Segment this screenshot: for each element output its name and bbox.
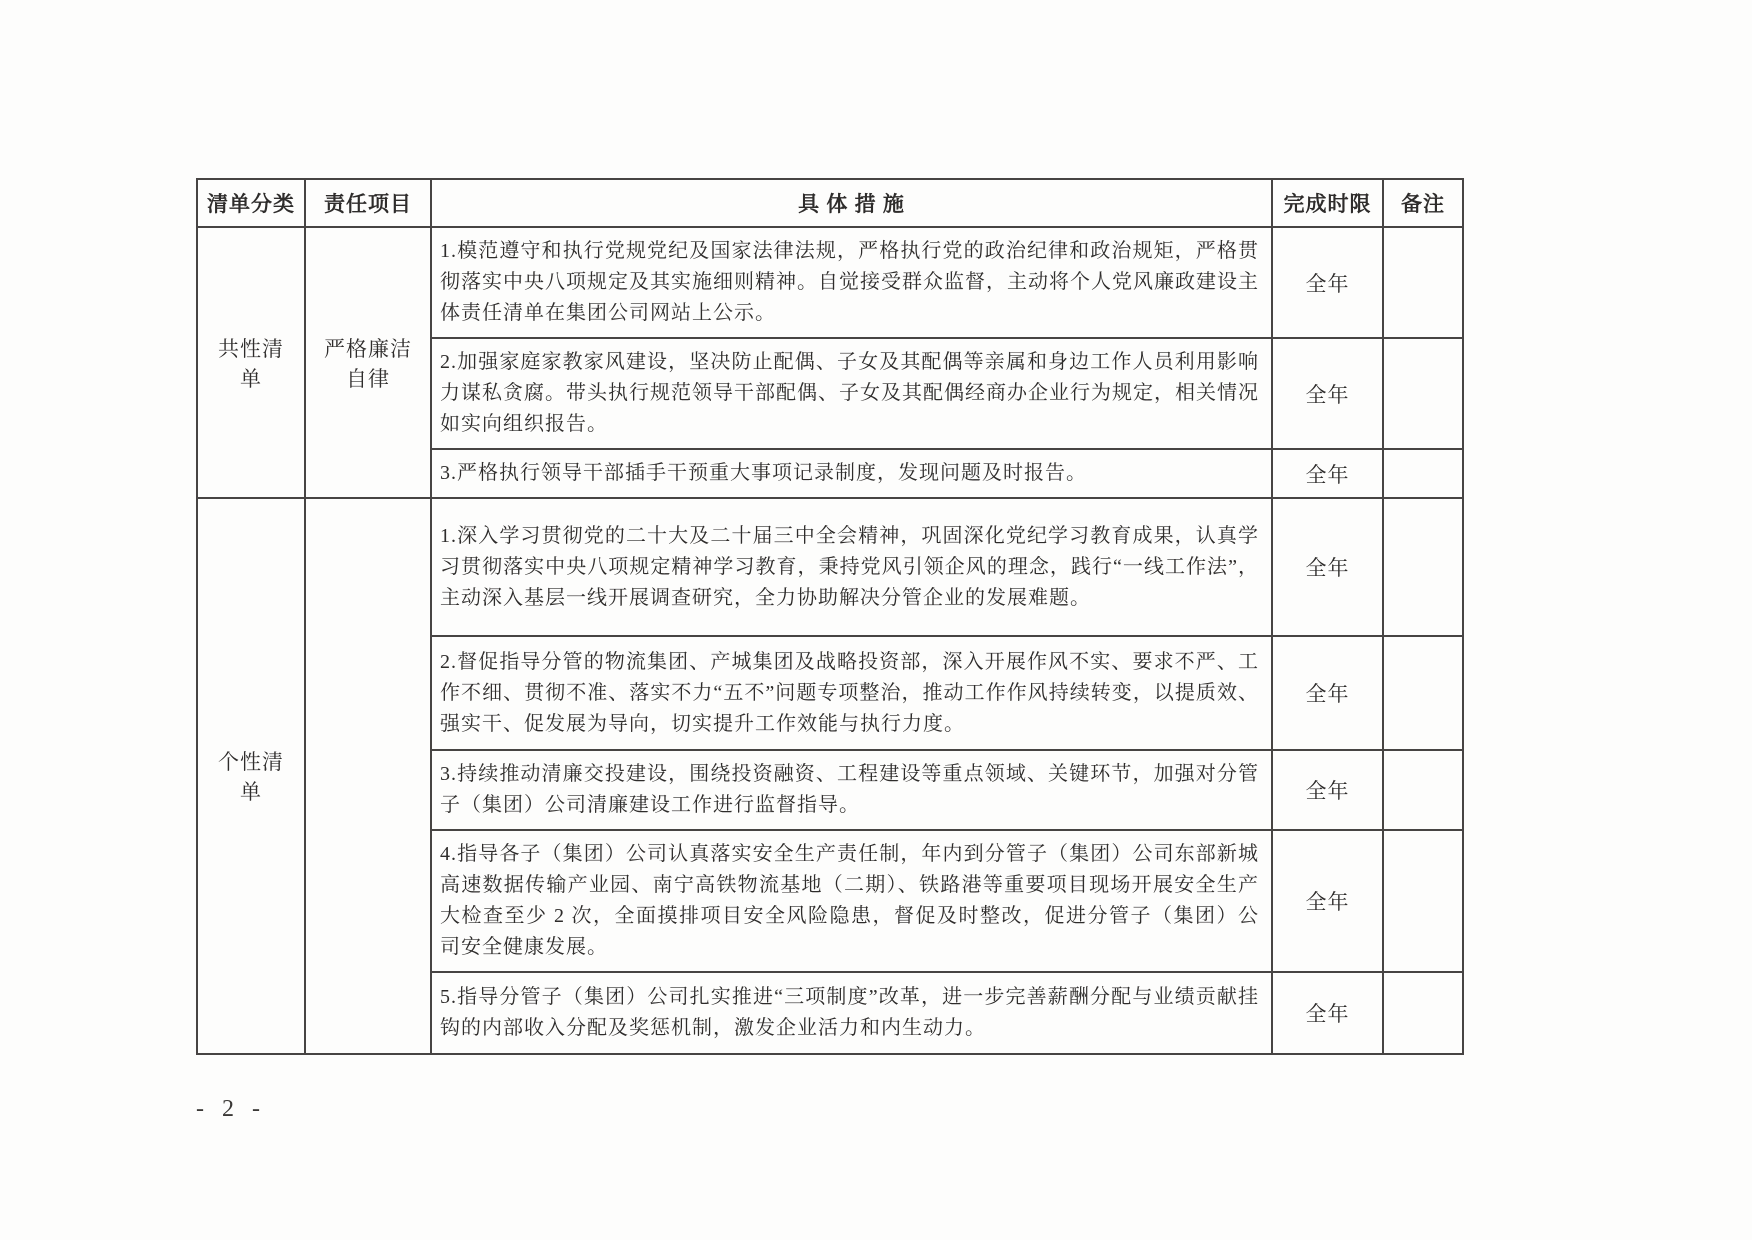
category-cell-individual: 个性清单 bbox=[197, 498, 305, 1054]
project-cell-individual bbox=[305, 498, 431, 1054]
table-row bbox=[197, 227, 1463, 338]
header-remark: 备注 bbox=[1383, 179, 1463, 227]
deadline-cell: 全年 bbox=[1272, 972, 1383, 1054]
remark-cell bbox=[1383, 338, 1463, 449]
remark-cell bbox=[1383, 972, 1463, 1054]
remark-cell bbox=[1383, 636, 1463, 750]
measure-cell: 3.严格执行领导干部插手干预重大事项记录制度，发现问题及时报告。 bbox=[431, 449, 1272, 498]
measure-cell: 4.指导各子（集团）公司认真落实安全生产责任制，年内到分管子（集团）公司东部新城高速数据传输产业园、南宁高铁物流基地（二期）、铁路港等重要项目现场开展安全生产大检查至少 2 次，全面摸排项目安全风险隐患，督促及时整改，促进分管子（集团）公司安全健康发展。 bbox=[431, 830, 1272, 972]
measure-cell: 1.深入学习贯彻党的二十大及二十届三中全会精神，巩固深化党纪学习教育成果，认真学习贯彻落实中央八项规定精神学习教育，秉持党风引领企风的理念，践行“一线工作法”，主动深入基层一线开展调查研究，全力协助解决分管企业的发展难题。 bbox=[431, 498, 1272, 636]
measure-cell: 3.持续推动清廉交投建设，围绕投资融资、工程建设等重点领域、关键环节，加强对分管子（集团）公司清廉建设工作进行监督指导。 bbox=[431, 750, 1272, 830]
deadline-cell: 全年 bbox=[1272, 636, 1383, 750]
header-category: 清单分类 bbox=[197, 179, 305, 227]
project-cell-common: 严格廉洁自律 bbox=[305, 227, 431, 498]
deadline-cell: 全年 bbox=[1272, 830, 1383, 972]
remark-cell bbox=[1383, 227, 1463, 338]
measure-cell: 5.指导分管子（集团）公司扎实推进“三项制度”改革，进一步完善薪酬分配与业绩贡献挂钩的内部收入分配及奖惩机制，激发企业活力和内生动力。 bbox=[431, 972, 1272, 1054]
table-row bbox=[197, 498, 1463, 636]
header-deadline: 完成时限 bbox=[1272, 179, 1383, 227]
remark-cell bbox=[1383, 498, 1463, 636]
remark-cell bbox=[1383, 750, 1463, 830]
measure-cell: 1.模范遵守和执行党规党纪及国家法律法规，严格执行党的政治纪律和政治规矩，严格贯彻落实中央八项规定及其实施细则精神。自觉接受群众监督，主动将个人党风廉政建设主体责任清单在集团公司网站上公示。 bbox=[431, 227, 1272, 338]
category-cell-common: 共性清单 bbox=[197, 227, 305, 498]
header-project: 责任项目 bbox=[305, 179, 431, 227]
header-measures: 具 体 措 施 bbox=[431, 179, 1272, 227]
deadline-cell: 全年 bbox=[1272, 338, 1383, 449]
remark-cell bbox=[1383, 449, 1463, 498]
deadline-cell: 全年 bbox=[1272, 449, 1383, 498]
deadline-cell: 全年 bbox=[1272, 750, 1383, 830]
deadline-cell: 全年 bbox=[1272, 498, 1383, 636]
remark-cell bbox=[1383, 830, 1463, 972]
deadline-cell: 全年 bbox=[1272, 227, 1383, 338]
page-number: - 2 - bbox=[196, 1096, 266, 1122]
measure-cell: 2.加强家庭家教家风建设，坚决防止配偶、子女及其配偶等亲属和身边工作人员利用影响力谋私贪腐。带头执行规范领导干部配偶、子女及其配偶经商办企业行为规定，相关情况如实向组织报告。 bbox=[431, 338, 1272, 449]
responsibility-list-table bbox=[196, 178, 1464, 1055]
table-header-row bbox=[197, 179, 1463, 227]
measure-cell: 2.督促指导分管的物流集团、产城集团及战略投资部，深入开展作风不实、要求不严、工作不细、贯彻不准、落实不力“五不”问题专项整治，推动工作作风持续转变，以提质效、强实干、促发展为导向，切实提升工作效能与执行力度。 bbox=[431, 636, 1272, 750]
